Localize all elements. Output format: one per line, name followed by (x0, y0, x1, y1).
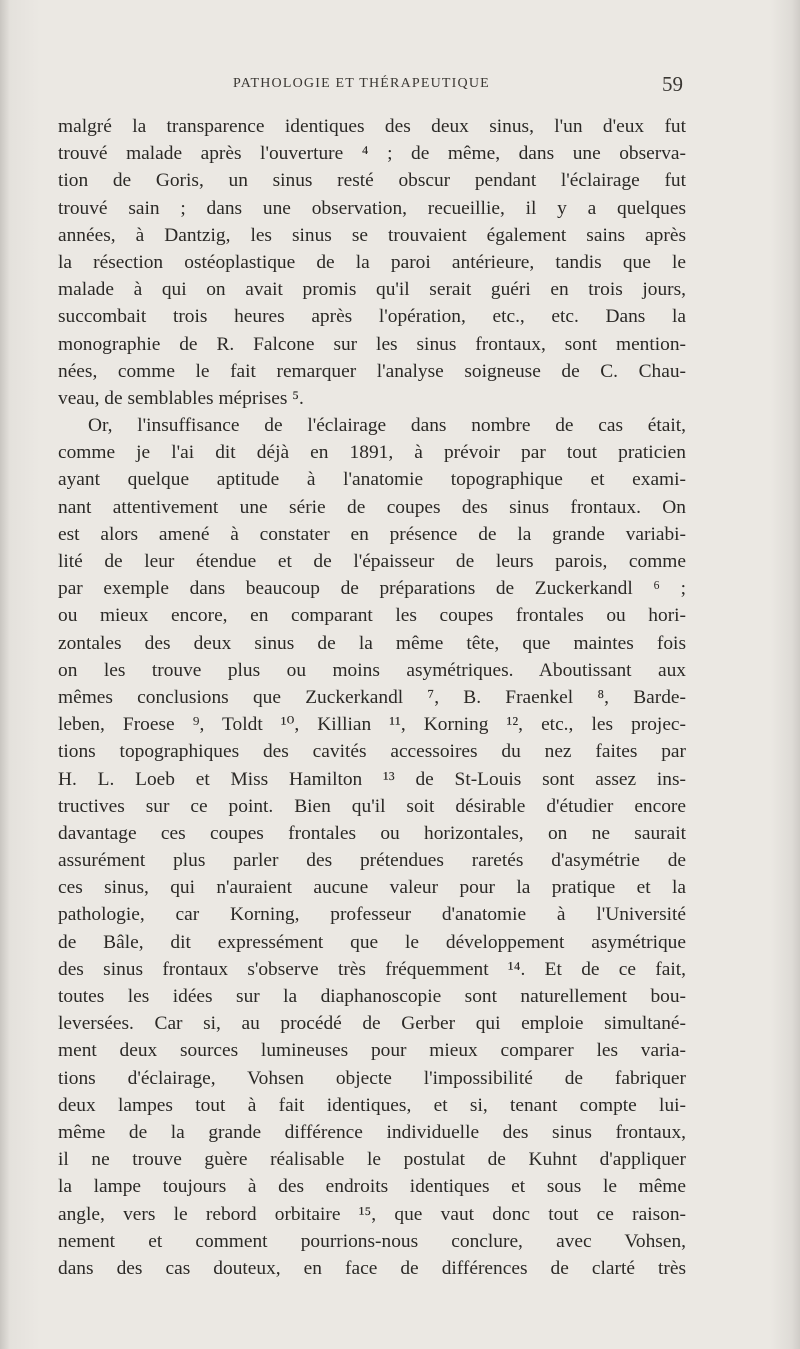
body-text (58, 113, 686, 1282)
text-line: leversées. Car si, au procédé de Gerber qui emploie simultané- (58, 1013, 686, 1035)
text-line: leben, Froese ⁹, Toldt ¹⁰, Killian ¹¹, Korning ¹², etc., les projec- (58, 714, 686, 736)
text-line: années, à Dantzig, les sinus se trouvaient également sains après (58, 224, 686, 246)
text-line: nant attentivement une série de coupes des sinus frontaux. On (58, 496, 686, 518)
text-line: succombait trois heures après l'opération, etc., etc. Dans la (58, 306, 686, 328)
text-line: des sinus frontaux s'observe très fréquemment ¹⁴. Et de ce fait, (58, 958, 686, 980)
text-line: toutes les idées sur la diaphanoscopie sont naturellement bou- (58, 986, 686, 1007)
text-line: trouvé sain ; dans une observation, recueillie, il y a quelques (58, 197, 686, 219)
text-line: angle, vers le rebord orbitaire ¹⁵, que vaut donc tout ce raison- (58, 1203, 686, 1225)
text-line: veau, de semblables méprises ⁵. (58, 387, 304, 409)
text-line: on les trouve plus ou moins asymétriques. Aboutissant aux (58, 659, 686, 681)
text-line: H. L. Loeb et Miss Hamilton ¹³ de St-Louis sont assez ins- (58, 768, 686, 790)
text-line: dans des cas douteux, en face de différences de clarté très (58, 1257, 686, 1279)
text-line: Or, l'insuffisance de l'éclairage dans nombre de cas était, (88, 415, 686, 437)
text-line: pathologie, car Korning, professeur d'anatomie à l'Université (58, 904, 686, 926)
text-line: tions topographiques des cavités accessoires du nez faites par (58, 741, 686, 763)
text-line: mêmes conclusions que Zuckerkandl ⁷, B. Fraenkel ⁸, Barde- (58, 686, 686, 708)
page-header (60, 72, 683, 98)
text-line: ayant quelque aptitude à l'anatomie topographique et exami- (58, 469, 686, 491)
running-title: PATHOLOGIE ET THÉRAPEUTIQUE (233, 76, 490, 91)
text-line: la lampe toujours à des endroits identiques et sous le même (58, 1176, 686, 1198)
text-line: davantage ces coupes frontales ou horizontales, on ne saurait (58, 822, 686, 844)
text-line: monographie de R. Falcone sur les sinus frontaux, sont mention- (58, 333, 686, 355)
text-line: ces sinus, qui n'auraient aucune valeur pour la pratique et la (58, 877, 686, 899)
text-line: tion de Goris, un sinus resté obscur pendant l'éclairage fut (58, 170, 686, 192)
text-line: nées, comme le fait remarquer l'analyse soigneuse de C. Chau- (58, 360, 686, 382)
text-line: il ne trouve guère réalisable le postulat de Kuhnt d'appliquer (58, 1149, 686, 1171)
text-line: deux lampes tout à fait identiques, et si, tenant compte lui- (58, 1094, 686, 1116)
text-line: tions d'éclairage, Vohsen objecte l'impossibilité de fabriquer (58, 1067, 686, 1089)
text-line: assurément plus parler des prétendues raretés d'asymétrie de (58, 850, 686, 872)
text-line: comme je l'ai dit déjà en 1891, à prévoir par tout praticien (58, 442, 686, 464)
text-line: ou mieux encore, en comparant les coupes frontales ou hori- (58, 605, 686, 627)
text-line: la résection ostéoplastique de la paroi antérieure, tandis que le (58, 251, 686, 273)
text-line: par exemple dans beaucoup de préparations de Zuckerkandl ⁶ ; (58, 578, 686, 600)
text-line: lité de leur étendue et de l'épaisseur de leurs parois, comme (58, 551, 686, 572)
text-line: nement et comment pourrions-nous conclure, avec Vohsen, (58, 1230, 686, 1252)
text-line: malade à qui on avait promis qu'il serait guéri en trois jours, (58, 279, 686, 301)
text-line: même de la grande différence individuelle des sinus frontaux, (58, 1121, 686, 1143)
text-line: trouvé malade après l'ouverture ⁴ ; de même, dans une observa- (58, 143, 686, 165)
text-line: de Bâle, dit expressément que le développement asymétrique (58, 931, 686, 953)
page-number: 59 (662, 72, 683, 96)
text-line: est alors amené à constater en présence de la grande variabi- (58, 523, 686, 545)
text-line: zontales des deux sinus de la même tête, que maintes fois (58, 632, 686, 654)
text-line: ment deux sources lumineuses pour mieux comparer les varia- (58, 1040, 686, 1062)
text-line: tructives sur ce point. Bien qu'il soit désirable d'étudier encore (58, 795, 686, 817)
text-line: malgré la transparence identiques des deux sinus, l'un d'eux fut (58, 116, 686, 137)
